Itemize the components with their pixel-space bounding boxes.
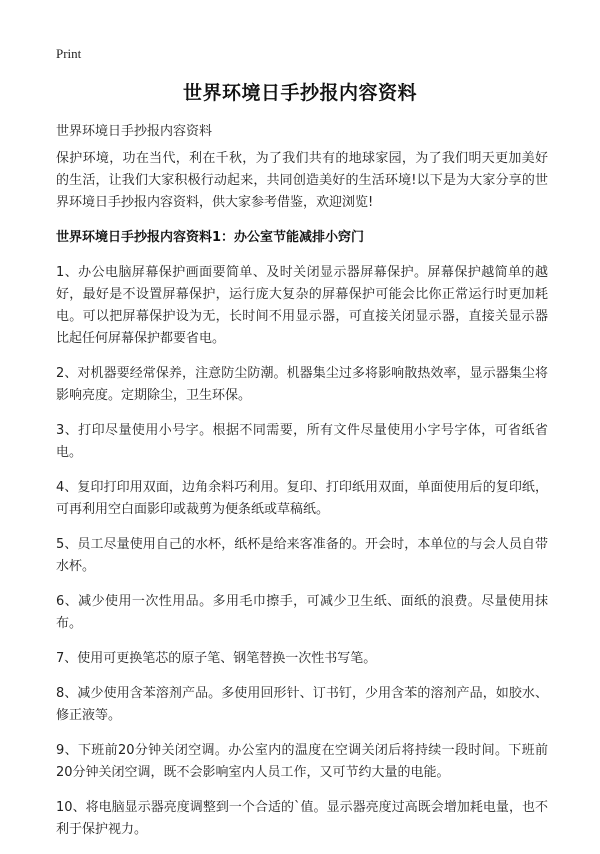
list-item: 4、复印打印用双面，边角余料巧利用。复印、打印纸用双面，单面使用后的复印纸，可再利用空白面影印或裁剪为便条纸或草稿纸。 bbox=[56, 480, 548, 517]
document-content bbox=[56, 148, 548, 854]
list-item: 10、将电脑显示器亮度调整到一个合适的`值。显示器亮度过高既会增加耗电量，也不利于保护视力。 bbox=[56, 800, 548, 837]
list-item: 1、办公电脑屏幕保护画面要简单、及时关闭显示器屏幕保护。屏幕保护越简单的越好，最好是不设置屏幕保护，运行庞大复杂的屏幕保护可能会比你正常运行时更加耗电。可以把屏幕保护设为无，长时间不用显示器，可直接关闭显示器，直接关显示器比起任何屏幕保护都要省电。 bbox=[56, 265, 548, 346]
document-subtitle: 世界环境日手抄报内容资料 bbox=[56, 124, 213, 139]
section-heading: 世界环境日手抄报内容资料1：办公室节能减排小窍门 bbox=[56, 230, 365, 245]
list-item: 7、使用可更换笔芯的原子笔、钢笔替换一次性书写笔。 bbox=[56, 651, 377, 666]
print-link[interactable]: Print bbox=[56, 46, 82, 61]
list-item: 2、对机器要经常保养，注意防尘防潮。机器集尘过多将影响散热效率，显示器集尘将影响亮度。定期除尘，卫生环保。 bbox=[56, 366, 548, 403]
page-title: 世界环境日手抄报内容资料 bbox=[182, 82, 417, 104]
list-item: 5、员工尽量使用自己的水杯，纸杯是给来客准备的。开会时，本单位的与会人员自带水杯。 bbox=[56, 537, 548, 574]
list-item: 6、减少使用一次性用品。多用毛巾擦手，可减少卫生纸、面纸的浪费。尽量使用抹布。 bbox=[56, 594, 548, 631]
intro-paragraph: 保护环境，功在当代，利在千秋，为了我们共有的地球家园，为了我们明天更加美好的生活，让我们大家积极行动起来，共同创造美好的生活环境!以下是为大家分享的世界环境日手抄报内容资料，供大家参考借鉴，欢迎浏览! bbox=[56, 151, 548, 210]
list-item: 8、减少使用含苯溶剂产品。多使用回形针、订书钉，少用含苯的溶剂产品，如胶水、修正液等。 bbox=[56, 686, 548, 723]
list-item: 3、打印尽量使用小号字。根据不同需要，所有文件尽量使用小字号字体，可省纸省电。 bbox=[56, 423, 548, 460]
list-item: 9、下班前20分钟关闭空调。办公室内的温度在空调关闭后将持续一段时间。下班前20分钟关闭空调，既不会影响室内人员工作，又可节约大量的电能。 bbox=[56, 743, 548, 780]
